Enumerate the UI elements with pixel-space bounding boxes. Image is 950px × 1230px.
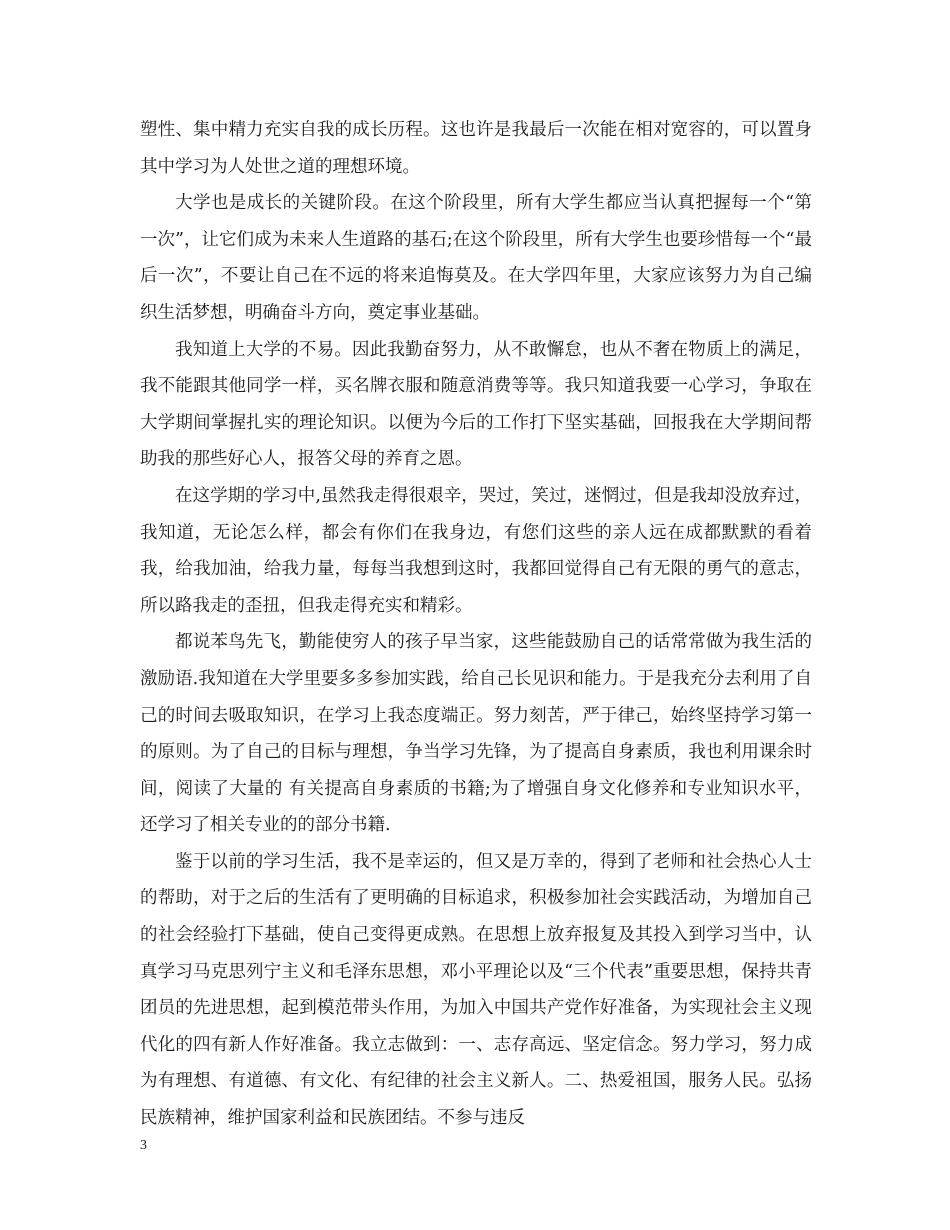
paragraph: 在这学期的学习中,虽然我走得很艰辛，哭过，笑过，迷惘过，但是我却没放弃过，我知道，无论怎么样，都会有你们在我身边，有您们这些的亲人远在成都默默的看着我，给我加油，给我力量，每每当我想到这时，我都回觉得自己有无限的勇气的意志，所以路我走的歪扭，但我走得充实和精彩。 (140, 485, 812, 616)
page-number: 3 (140, 1138, 147, 1153)
paragraph: 我知道上大学的不易。因此我勤奋努力，从不敢懈怠，也从不奢在物质上的满足，我不能跟其他同学一样，买名牌衣服和随意消费等等。我只知道我要一心学习，争取在大学期间掌握扎实的理论知识。以便为今后的工作打下坚实基础，回报我在大学期间帮助我的那些好心人，报答父母的养育之恩。 (140, 339, 812, 470)
paragraph: 大学也是成长的关键阶段。在这个阶段里，所有大学生都应当认真把握每一个“第一次”，让它们成为未来人生道路的基石;在这个阶段里，所有大学生也要珍惜每一个“最后一次”，不要让自己在不远的将来追悔莫及。在大学四年里，大家应该努力为自己编织生活梦想，明确奋斗方向，奠定事业基础。 (140, 193, 812, 323)
document-body (140, 112, 812, 1137)
paragraph: 鉴于以前的学习生活，我不是幸运的，但又是万幸的，得到了老师和社会热心人士的帮助，对于之后的生活有了更明确的目标追求，积极参加社会实践活动，为增加自己的社会经验打下基础，使自己变得更成熟。在思想上放弃报复及其投入到学习当中，认真学习马克思列宁主义和毛泽东思想，邓小平理论以及“三个代表”重要思想，保持共青团员的先进思想，起到模范带头作用，为加入中国共产党作好准备，为实现社会主义现代化的四有新人作好准备。我立志做到：一、志存高远、坚定信念。努力学习，努力成为有理想、有道德、有文化、有纪律的社会主义新人。二、热爱祖国，服务人民。弘扬民族精神，维护国家利益和民族团结。不参与违反 (140, 851, 812, 1129)
paragraph: 都说苯鸟先飞，勤能使穷人的孩子早当家，这些能鼓励自己的话常常做为我生活的激励语.我知道在大学里要多多参加实践，给自己长见识和能力。于是我充分去利用了自己的时间去吸取知识，在学习上我态度端正。努力刻苦，严于律己，始终坚持学习第一的原则。为了自己的目标与理想，争当学习先锋，为了提高自身素质，我也利用课余时间，阅读了大量的 有关提高自身素质的书籍;为了增强自身文化修养和专业知识水平，还学习了相关专业的的部分书籍. (140, 632, 812, 836)
paragraph-continuation: 塑性、集中精力充实自我的成长历程。这也许是我最后一次能在相对宽容的，可以置身其中学习为人处世之道的理想环境。 (140, 120, 812, 177)
